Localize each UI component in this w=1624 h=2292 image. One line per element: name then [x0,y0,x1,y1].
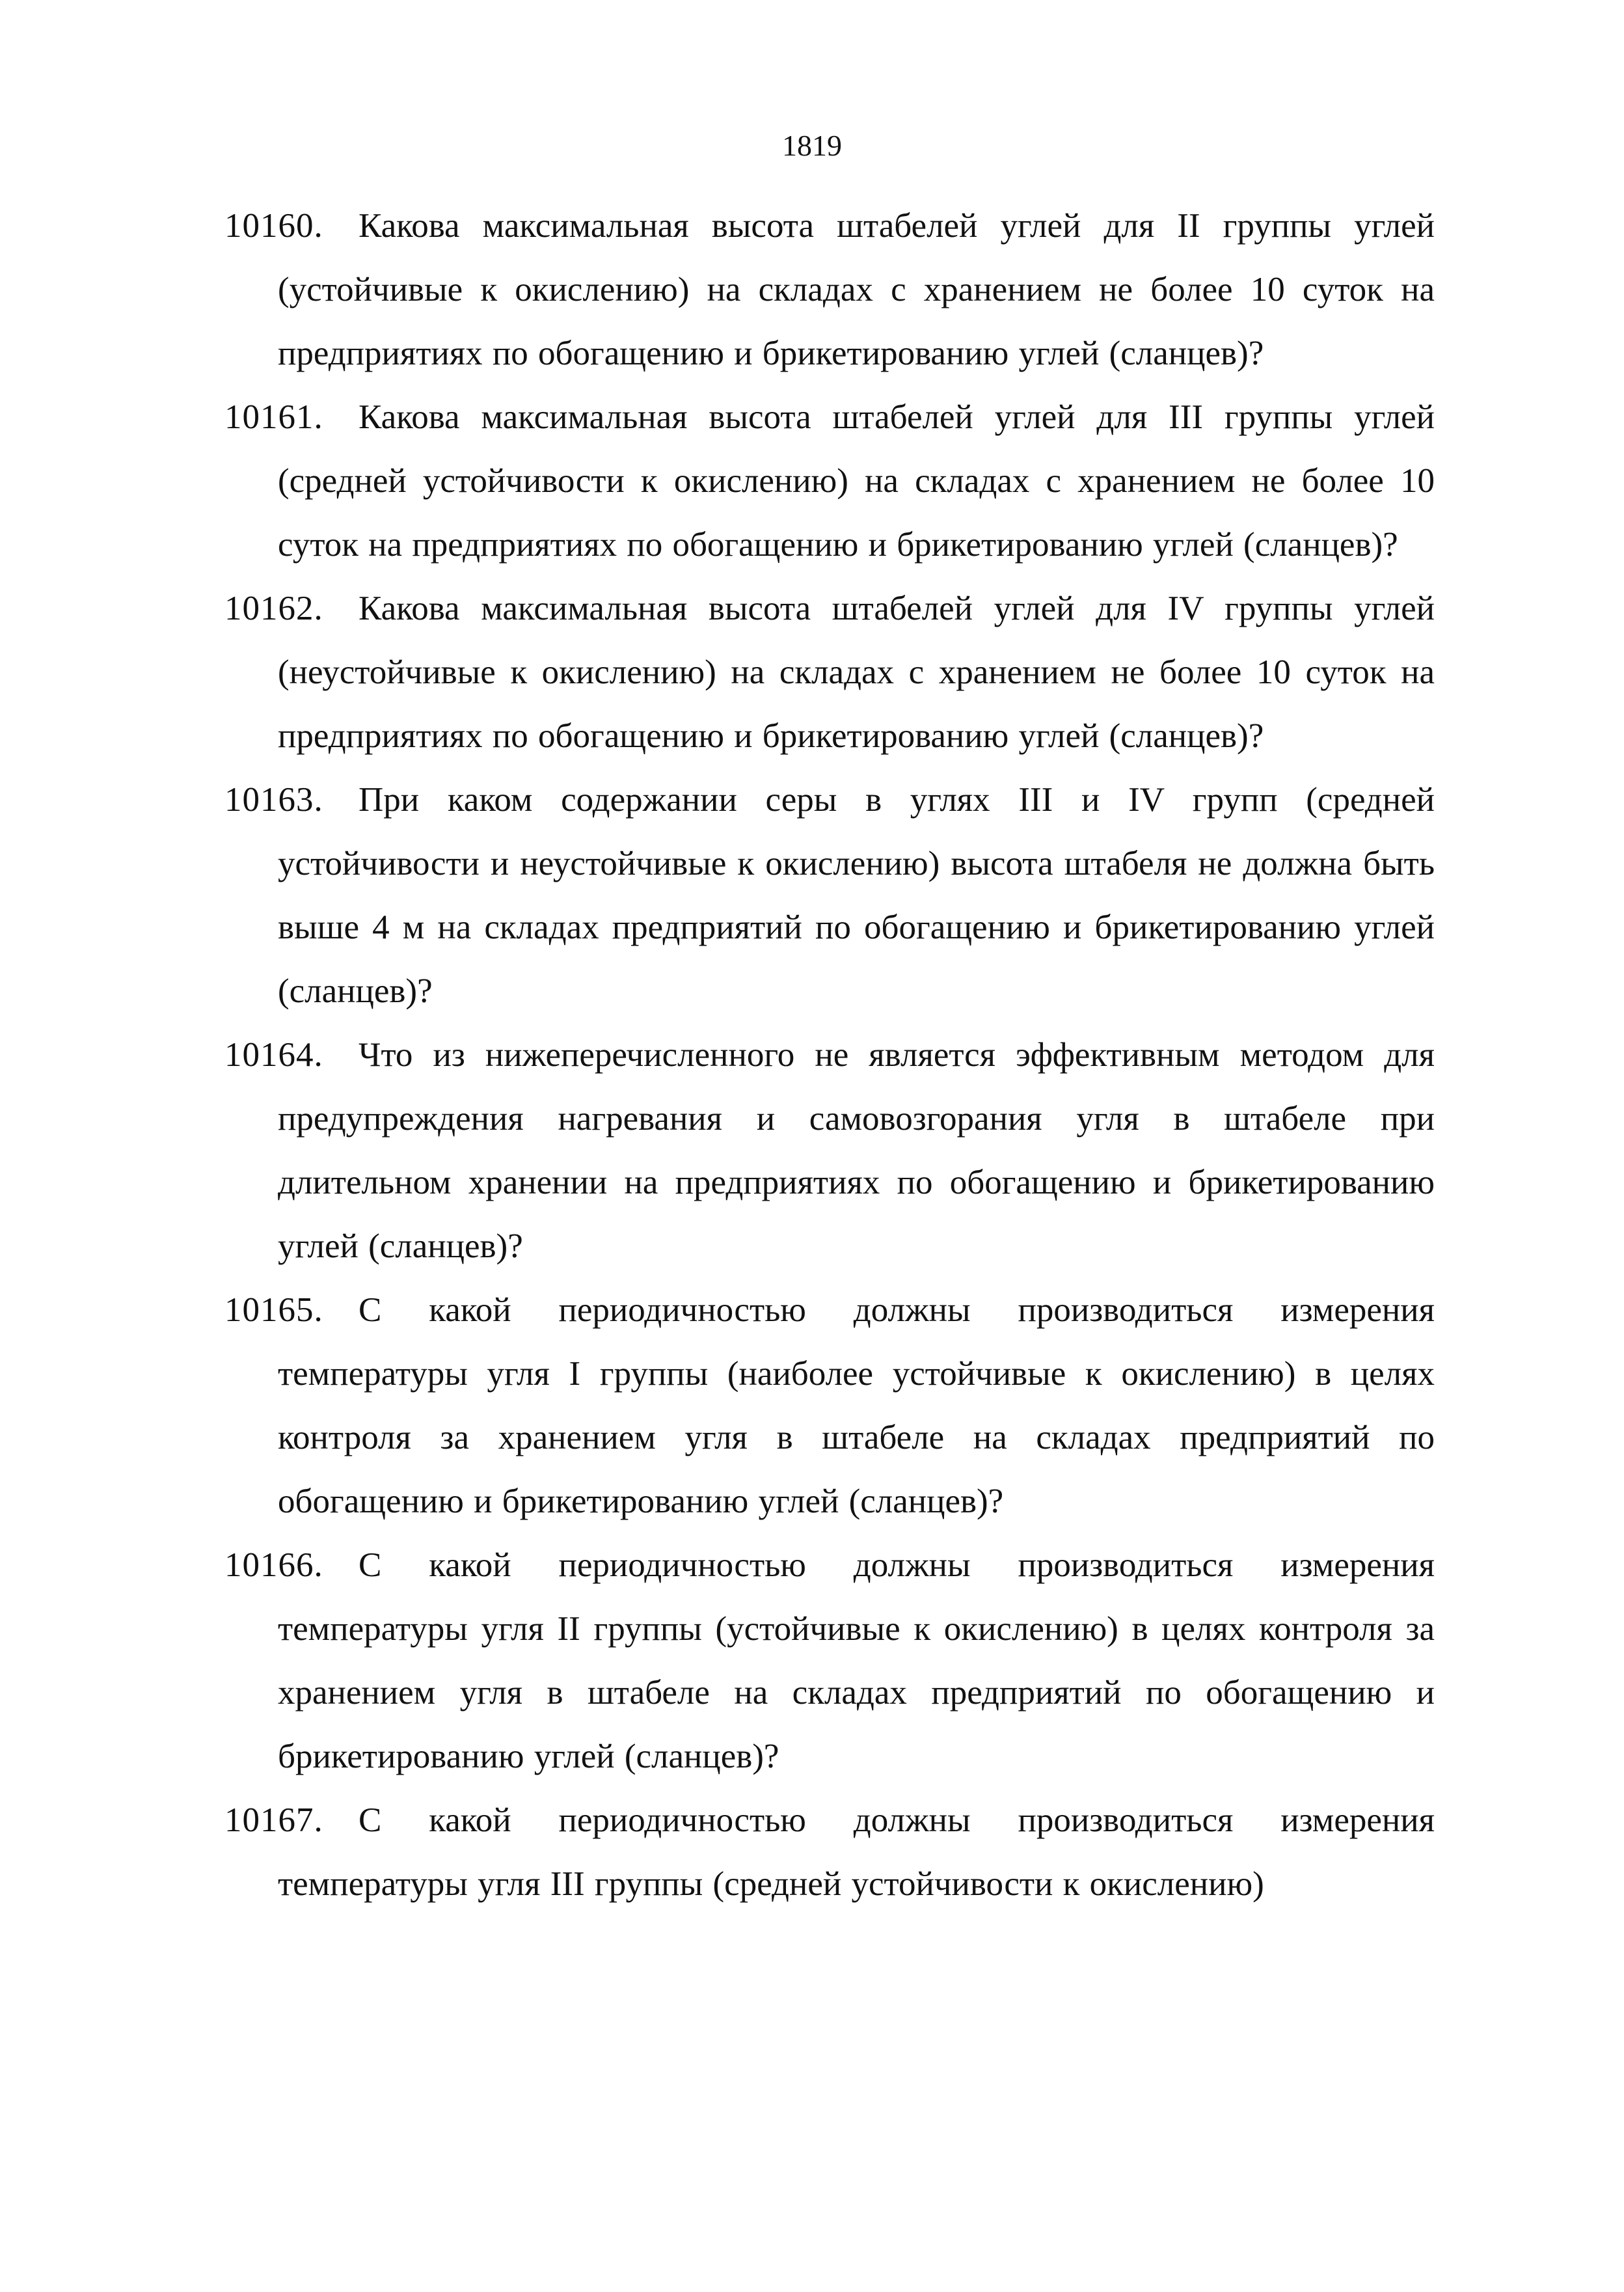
question-number: 10166. [224,1546,323,1584]
page-number: 1819 [782,129,842,162]
question-text: С какой периодичностью должны производиться измерения температуры угля III группы (средней устойчивости к окислению) [278,1801,1435,1903]
question-text: С какой периодичностью должны производиться измерения температуры угля I группы (наиболее устойчивые к окислению) в целях контроля за хранением угля в штабеле на складах предприятий по обогащению и брикетированию углей (сланцев)? [278,1291,1435,1520]
question-number: 10164. [224,1036,323,1074]
question-item [224,194,1435,385]
question-item [224,385,1435,577]
question-number: 10167. [224,1801,323,1839]
question-item [224,577,1435,768]
question-number: 10161. [224,398,323,436]
question-text: Какова максимальная высота штабелей углей для II группы углей (устойчивые к окислению) на складах с хранением не более 10 суток на предприятиях по обогащению и брикетированию углей (сланцев)? [278,207,1435,372]
question-text: Какова максимальная высота штабелей углей для III группы углей (средней устойчивости к окислению) на складах с хранением не более 10 суток на предприятиях по обогащению и брикетированию углей (сланцев)? [278,398,1435,564]
question-number: 10160. [224,207,323,245]
question-number: 10162. [224,590,323,627]
question-list [224,194,1435,1916]
question-text: С какой периодичностью должны производиться измерения температуры угля II группы (устойчивые к окислению) в целях контроля за хранением угля в штабеле на складах предприятий по обогащению и брикетированию углей (сланцев)? [278,1546,1435,1775]
question-text: Какова максимальная высота штабелей углей для IV группы углей (неустойчивые к окислению) на складах с хранением не более 10 суток на предприятиях по обогащению и брикетированию углей (сланцев)? [278,590,1435,755]
question-item [224,1023,1435,1278]
question-text: При каком содержании серы в углях III и IV групп (средней устойчивости и неустойчивые к окислению) высота штабеля не должна быть выше 4 м на складах предприятий по обогащению и брикетированию углей (сланцев)? [278,781,1435,1010]
question-number: 10163. [224,781,323,819]
question-number: 10165. [224,1291,323,1329]
question-item [224,1278,1435,1533]
question-item [224,768,1435,1023]
question-item [224,1788,1435,1916]
question-item [224,1533,1435,1788]
question-text: Что из нижеперечисленного не является эффективным методом для предупреждения нагревания и самовозгорания угля в штабеле при длительном хранении на предприятиях по обогащению и брикетированию углей (сланцев)? [278,1036,1435,1265]
